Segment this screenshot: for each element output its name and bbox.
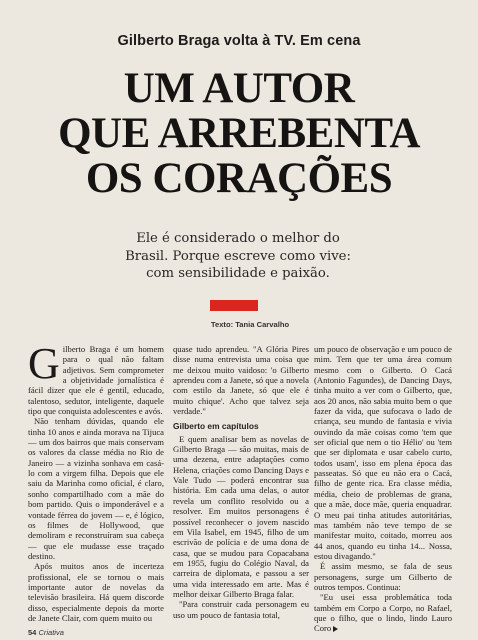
paragraph: Após muitos anos de incerteza profissional, ele se tornou o mais importante autor de novelas da televisão brasileira. Há quem discorde disso, especialmente depois da morte de Janete Clair, com quem muito ou [28,561,164,623]
drop-cap: G [28,339,60,388]
continue-arrow-icon [333,626,338,632]
paragraph [314,592,452,633]
paragraph: Não tenham dúvidas, quando ele tinha 10 anos e ainda morava na Tijuca — um dos bairros que mais conservam os valores da classe média no Rio de Janeiro — a vizinha sonhava em casá-lo com a virgem filha. Depois que ele saiu da Marinha como oficial, é claro, sonho compartilhado com a mãe do bom partido. Quis o imponderável e a vontade férrea do jovem — e, é lógico, os filmes de Hollywood, que demoliram e reconstruíram sua cabeça — que ele mudasse esse traçado destino. [28,416,164,561]
kicker: Gilberto Braga volta à TV. Em cena [117,33,361,49]
section-subhead: Gilberto em capítulos [173,421,259,432]
paragraph [28,339,164,417]
paragraph: quase tudo aprendeu. "A Glória Pires disse numa entrevista uma coisa que me deixou muito vaidoso: 'o Gilberto aprendeu com a Janete, só que a novela com estilo da Janete, só que ele é muito chique'. Acho que talvez seja verdade." [173,344,309,417]
page-folio [28,628,64,637]
paragraph-text: ilberto Braga é um homem para o qual não faltam adjetivos. Sem comprometer a objetividade jornalística é fácil dizer que ele é gentil, educado, talentoso, sedutor, inteligente, daquele tipo que conquista adolescentes e avós. [28,344,164,417]
paragraph: "Para construir cada personagem eu uso um pouco de fantasia total, [173,599,309,620]
page-number: 54 [28,628,37,637]
deck-line-2: Brasil. Porque escreve como vive: [125,248,351,264]
paragraph: um pouco de observação e um pouco de mim. Tem que ter uma área comum mesmo com o Gilberto. O Cacá (Antonio Fagundes), de Dancing Days, tinha muito a ver com o Gilberto, que, aos 20 anos, não sabia muito bem o que fazer da vida, que sufocava o lado de criança, seu mundo de fantasia e vivia ouvindo da mãe coisas como 'tem que ser oficial que nem o tio Hélio' ou 'tem que ser diplomata e usar cabelo curto, todos usam', isso em plena época das passeatas. Só que eu não era o Cacá, filho de gente rica. Era classe média, média, cheio de problemas de grana, que a mãe, doce mãe, queria enquadrar. O meu pai tinha atitudes autoritárias, mas também não teve tempo de se manifestar muito, coitado, morreu aos 44 anos, quando eu tinha 14... Nossa, estou divagando." [314,344,452,561]
paragraph: É assim mesmo, se fala de seus personagens, surge um Gilberto de outros tempos. Continua: [314,561,452,592]
deck [78,230,398,283]
paragraph-text: "Eu usei essa problemática toda também em Corpo a Corpo, no Rafael, que o filho, que o lindo, lindo Lauro Coro [314,592,452,634]
headline-line-2: QUE ARREBENTA [58,110,420,157]
article-column-3 [314,344,452,634]
article-column-1 [28,339,164,623]
deck-line-1: Ele é considerado o melhor do [136,231,340,246]
headline [0,66,478,201]
headline-line-1: UM AUTOR [123,65,355,112]
headline-line-3: OS CORAÇÕES [85,155,393,202]
magazine-name: Criativa [38,628,64,637]
deck-line-3: com sensibilidade e paixão. [146,266,330,281]
byline: Texto: Tania Carvalho [210,320,290,329]
article-column-2 [173,344,309,620]
accent-bar [210,300,258,311]
paragraph: E quem analisar bem as novelas de Gilberto Braga — são muitas, mais de uma dezena, entre adaptações como Helena, criações como Dancing Days e Vale Tudo — poderá encontrar sua história. Em cada uma delas, o autor revela um conflito resolvido ou a resolver. Em muitos personagens é possível reconhecer o jovem nascido em Vila Isabel, em 1945, filho de um escrivão de polícia e de uma dona de casa, que se mudou para Copacabana em 1955, fugiu do Colégio Naval, da carreira de diplomata, e passou a ser uma vida interessado em arte. Mas é melhor deixar Gilberto Braga falar. [173,433,309,599]
